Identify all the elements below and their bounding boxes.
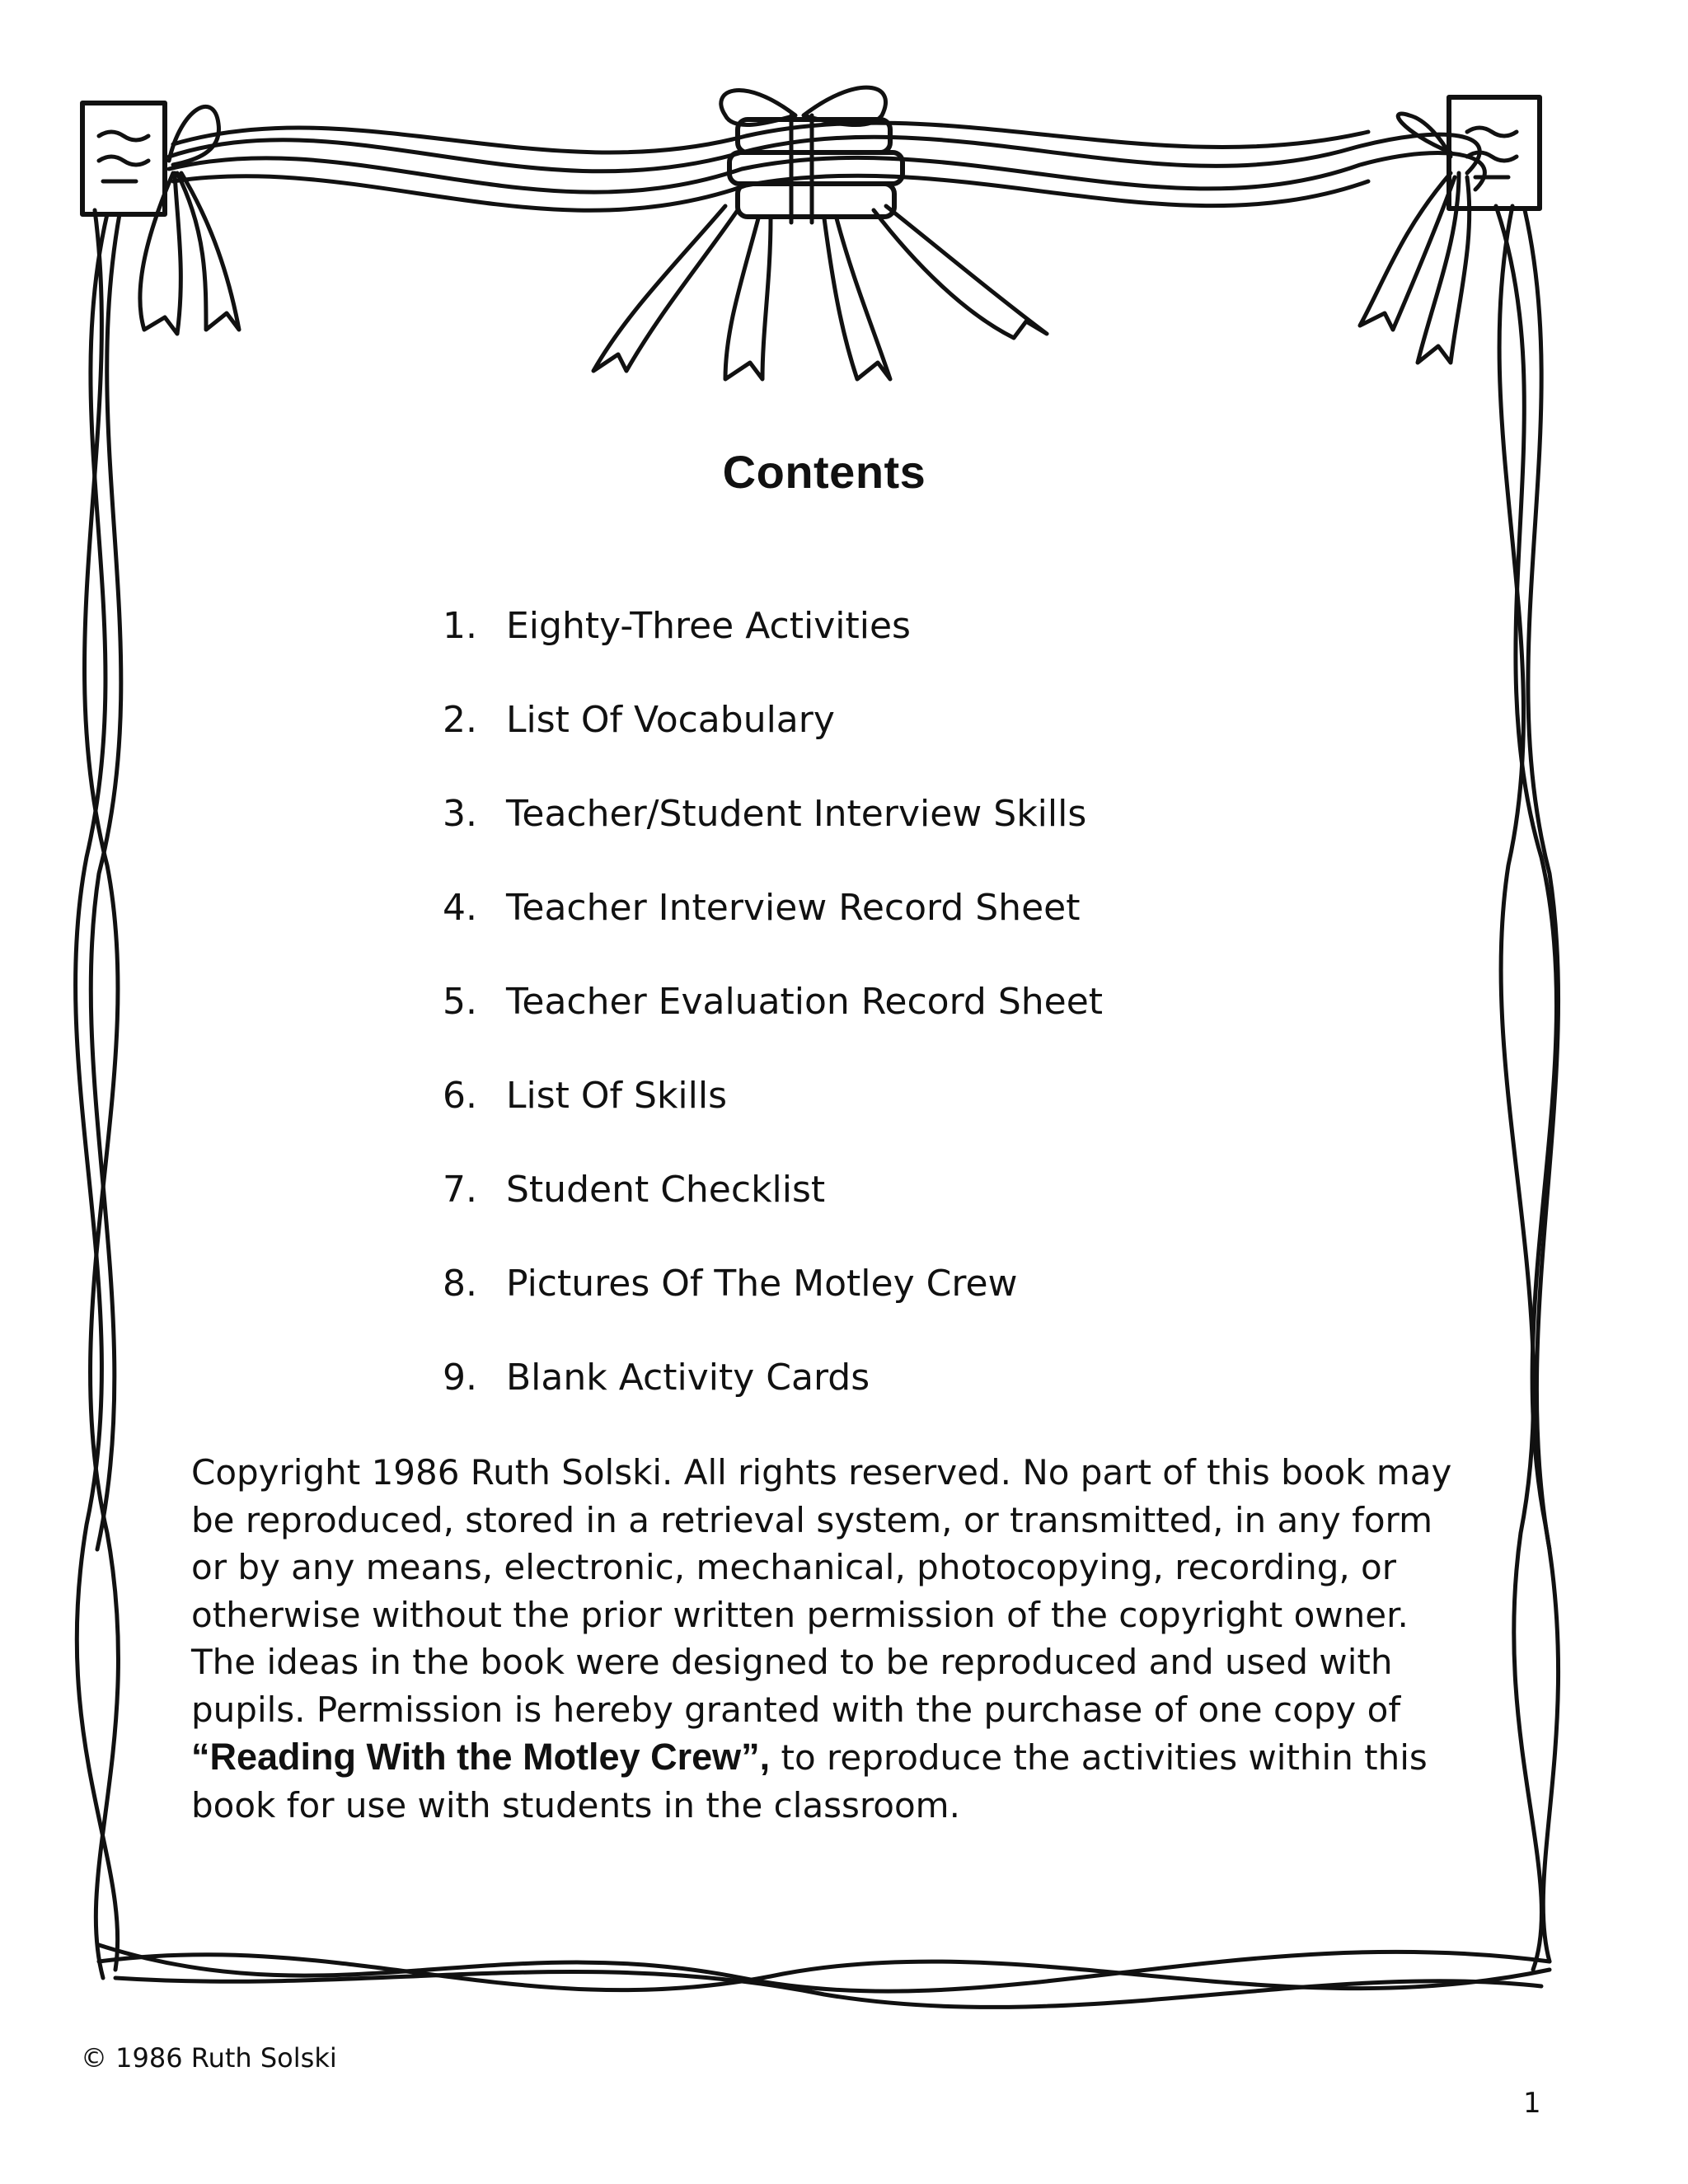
contents-item-number: 7. [443, 1169, 477, 1211]
contents-item-label: Teacher/Student Interview Skills [506, 793, 1087, 835]
contents-item-number: 8. [443, 1263, 477, 1305]
contents-item-label: Blank Activity Cards [506, 1357, 870, 1399]
contents-item-number: 2. [443, 699, 477, 741]
contents-item-label: List Of Skills [506, 1075, 728, 1117]
contents-item [443, 696, 1349, 790]
contents-item [443, 1259, 1349, 1353]
contents-item-number: 4. [443, 887, 477, 929]
contents-item [443, 883, 1349, 977]
copyright-notice-text-end: to reproduce the activities within this book for use with students in the classroom. [191, 1737, 1428, 1825]
footer-copyright: © 1986 Ruth Solski [81, 2042, 337, 2074]
contents-item-label: Teacher Interview Record Sheet [506, 887, 1081, 929]
contents-item-label: Pictures Of The Motley Crew [506, 1263, 1018, 1305]
page-title: Contents [722, 446, 926, 498]
contents-item-label: Teacher Evaluation Record Sheet [506, 981, 1104, 1023]
contents-item-number: 1. [443, 605, 477, 647]
contents-item [443, 602, 1349, 696]
copyright-notice-paragraph [191, 1449, 1477, 1829]
contents-list [443, 602, 1349, 1447]
copyright-notice [191, 1449, 1477, 1829]
contents-item-number: 9. [443, 1357, 477, 1399]
contents-item [443, 1071, 1349, 1165]
contents-item-number: 3. [443, 793, 477, 835]
contents-item [443, 977, 1349, 1071]
copyright-notice-text: Copyright 1986 Ruth Solski. All rights reserved. No part of this book may be reproduced, stored in a retrieval system, or transmitted, in any form or by any means, electronic, mechanical, photocopying, recording, or otherwise without the prior written permission of the copyright owner. The ideas in the book were designed to be reproduced and used with pupils. Permission is hereby granted with the purchase of one copy of [191, 1452, 1452, 1730]
contents-item [443, 1165, 1349, 1259]
contents-item-label: List Of Vocabulary [506, 699, 835, 741]
contents-item-number: 6. [443, 1075, 477, 1117]
contents-item-label: Student Checklist [506, 1169, 826, 1211]
page-number: 1 [1523, 2087, 1541, 2120]
contents-item-label: Eighty-Three Activities [506, 605, 911, 647]
contents-item [443, 790, 1349, 883]
book-title: “Reading With the Motley Crew”, [191, 1736, 771, 1778]
contents-item [443, 1353, 1349, 1447]
contents-item-number: 5. [443, 981, 477, 1023]
